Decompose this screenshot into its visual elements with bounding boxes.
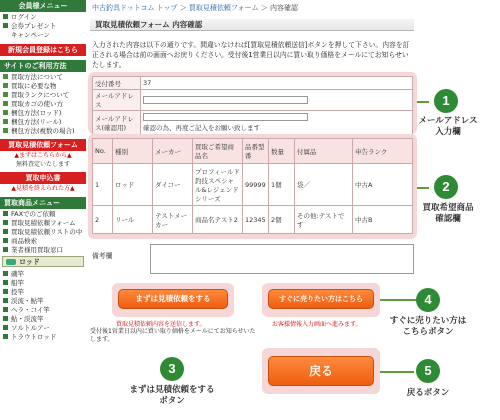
table-row bbox=[93, 164, 413, 206]
goods-table bbox=[92, 138, 413, 234]
table-header: 品番型番 bbox=[243, 139, 269, 164]
table-cell: 袋／ bbox=[295, 164, 353, 206]
sidebar-item-guide[interactable]: 梱包方法(複数の場合) bbox=[0, 126, 86, 135]
email-confirm-label: メールアドレス(確認用) bbox=[93, 111, 141, 135]
bullet-icon bbox=[3, 271, 8, 276]
bullet-icon bbox=[3, 280, 8, 285]
breadcrumb-current: 内容確認 bbox=[270, 4, 299, 12]
form-note: ▲まずはこちらから▲ bbox=[14, 152, 72, 159]
breadcrumb: 中古釣具ドットコム トップ ＞ 買取見積依頼フォーム ＞ 内容確認 bbox=[92, 4, 299, 12]
sidebar-item-guide[interactable]: 買取ランクについて bbox=[0, 90, 86, 99]
bullet-icon bbox=[3, 289, 8, 294]
send-note: 受付後1営業日以内に買い取り価格をメールにてお知らせいたします。 bbox=[90, 328, 256, 343]
table-header: 買取ご希望商品名 bbox=[193, 139, 243, 164]
bullet-icon bbox=[3, 334, 8, 339]
sidebar-item-category[interactable]: 渓流・鮎竿 bbox=[0, 296, 86, 305]
sidebar-item-category[interactable]: 鮎・渓流竿 bbox=[0, 314, 86, 323]
sidebar-item-category[interactable]: 投竿 bbox=[0, 287, 86, 296]
apply-note: ▲見積を終えられた方▲ bbox=[11, 185, 75, 192]
table-cell: 中古A bbox=[353, 164, 413, 206]
sidebar-item-goods[interactable]: 買取見積依頼フォーム bbox=[0, 218, 86, 227]
annotation-label-1: メールアドレス 入力欄 bbox=[418, 116, 478, 137]
send-note-red: 買取見積依頼内容を送信します。 bbox=[116, 321, 206, 328]
annotation-badge-2: 2 bbox=[434, 175, 458, 199]
table-header: 数量 bbox=[269, 139, 295, 164]
annotation-badge-3: 3 bbox=[160, 357, 184, 381]
customer-info-table bbox=[92, 76, 413, 135]
annotation-badge-4: 4 bbox=[416, 288, 440, 312]
email-confirm-field[interactable] bbox=[143, 113, 308, 121]
email-confirm-note: 確認の為、再度ご記入をお願い致します bbox=[143, 124, 260, 132]
sidebar-item-category[interactable]: 磯竿 bbox=[0, 269, 86, 278]
sidebar-item-category[interactable]: トラウトロッド bbox=[0, 332, 86, 341]
sell-note-red: お客様情報入力画面へ進みます。 bbox=[272, 321, 362, 328]
page-title: 買取見積依頼フォーム 内容確認 bbox=[90, 19, 414, 31]
bullet-icon bbox=[3, 307, 8, 312]
receipt-value: 37 bbox=[141, 77, 413, 90]
email-label: メールアドレス bbox=[93, 90, 141, 111]
bullet-icon bbox=[3, 128, 8, 133]
sidebar-item-category[interactable]: ヘラ・コイ竿 bbox=[0, 305, 86, 314]
table-cell: ロッド bbox=[113, 164, 153, 206]
sidebar-item-goods[interactable]: 業者様用買取窓口 bbox=[0, 245, 86, 254]
table-row bbox=[93, 206, 413, 234]
guide-title: サイトのご利用方法 bbox=[0, 60, 86, 72]
table-header: 申告ランク bbox=[353, 139, 413, 164]
remarks-textarea[interactable] bbox=[150, 244, 414, 274]
bullet-icon bbox=[3, 220, 8, 225]
sidebar-item-goods[interactable]: 商品検索 bbox=[0, 236, 86, 245]
sidebar bbox=[0, 0, 86, 420]
table-cell: テストメーカー bbox=[153, 206, 193, 234]
bullet-icon bbox=[3, 119, 8, 124]
remarks-label: 備考欄 bbox=[92, 252, 113, 260]
annotation-label-4: すぐに売りたい方は こちらボタン bbox=[389, 316, 467, 337]
bullet-icon bbox=[3, 229, 8, 234]
receipt-label: 受付番号 bbox=[93, 77, 141, 90]
bullet-icon bbox=[3, 298, 8, 303]
table-header: 付属品 bbox=[295, 139, 353, 164]
table-cell: 2個 bbox=[269, 206, 295, 234]
table-header: メーカー bbox=[153, 139, 193, 164]
back-button[interactable]: 戻る bbox=[268, 356, 374, 386]
annotation-arrow bbox=[380, 371, 414, 373]
table-header: No. bbox=[93, 139, 113, 164]
goods-menu-title: 買取商品メニュー bbox=[0, 197, 86, 209]
bullet-icon bbox=[3, 101, 8, 106]
table-cell: リール bbox=[113, 206, 153, 234]
sidebar-item-campaign[interactable]: キャンペーン bbox=[11, 31, 50, 39]
sidebar-item-guide[interactable]: 買取方法について bbox=[0, 72, 86, 81]
annotation-arrow bbox=[417, 101, 429, 103]
rod-category-button[interactable]: ロッド bbox=[2, 256, 84, 267]
annotation-label-3: まずは見積依頼をする ボタン bbox=[129, 385, 215, 406]
table-cell: プロフィールド釣技スペシャル&レジェンド シリーズ bbox=[193, 164, 243, 206]
table-cell: 1個 bbox=[269, 164, 295, 206]
main-content bbox=[88, 0, 500, 420]
annotation-arrow bbox=[380, 299, 420, 301]
bullet-icon bbox=[3, 110, 8, 115]
rod-icon bbox=[6, 259, 16, 265]
bullet-icon bbox=[3, 23, 8, 28]
breadcrumb-home-link[interactable]: 中古釣具ドットコム トップ bbox=[92, 4, 178, 12]
bullet-icon bbox=[3, 83, 8, 88]
sidebar-item-guide[interactable]: 梱包方法(ロッド) bbox=[0, 108, 86, 117]
register-band[interactable]: 新規会員登録はこちら bbox=[0, 44, 86, 56]
sidebar-item-category[interactable]: ソルトルアー bbox=[0, 323, 86, 332]
bullet-icon bbox=[3, 238, 8, 243]
table-header: 種別 bbox=[113, 139, 153, 164]
annotation-badge-1: 1 bbox=[434, 89, 458, 113]
sidebar-item-present[interactable]: 会券プレゼント bbox=[0, 21, 86, 30]
member-menu-title: 会員様メニュー bbox=[0, 0, 86, 12]
table-cell: 中古B bbox=[353, 206, 413, 234]
sidebar-item-goods[interactable]: FAXでのご依頼 bbox=[0, 209, 86, 218]
sidebar-item-goods[interactable]: 買取見積依頼リストの中 bbox=[0, 227, 86, 236]
bullet-icon bbox=[3, 74, 8, 79]
annotation-badge-5: 5 bbox=[416, 359, 440, 383]
sidebar-item-guide[interactable]: 梱包方法(リール) bbox=[0, 117, 86, 126]
sidebar-item-category[interactable]: 船竿 bbox=[0, 278, 86, 287]
bullet-icon bbox=[3, 316, 8, 321]
table-cell: その他:テストです bbox=[295, 206, 353, 234]
bullet-icon bbox=[3, 211, 8, 216]
bullet-icon bbox=[3, 247, 8, 252]
email-field[interactable] bbox=[143, 96, 308, 104]
sell-now-button[interactable]: すぐに売りたい方はこちら bbox=[268, 289, 374, 309]
sidebar-item-guide[interactable]: 買取カゴの使い方 bbox=[0, 99, 86, 108]
annotation-label-2: 買取希望商品 確認欄 bbox=[422, 203, 474, 224]
bullet-icon bbox=[3, 92, 8, 97]
annotation-arrow bbox=[417, 187, 429, 189]
table-cell: 12345 bbox=[243, 206, 269, 234]
bullet-icon bbox=[3, 325, 8, 330]
table-cell: 99999 bbox=[243, 164, 269, 206]
sidebar-item-guide[interactable]: 買取に必要な物 bbox=[0, 81, 86, 90]
bullet-icon bbox=[3, 14, 8, 19]
annotation-label-5: 戻るボタン bbox=[406, 388, 450, 398]
form-note: 無料査定いたします bbox=[15, 161, 70, 168]
sidebar-item-login[interactable]: ログイン bbox=[0, 12, 86, 21]
table-cell: 2 bbox=[93, 206, 113, 234]
form-band[interactable]: 買取見積依頼フォーム bbox=[0, 139, 86, 151]
apply-band[interactable]: 買取申込書 bbox=[0, 172, 86, 184]
table-cell: ダイコー bbox=[153, 164, 193, 206]
table-cell: 商品名テスト2 bbox=[193, 206, 243, 234]
send-estimate-button[interactable]: まずは見積依頼をする bbox=[118, 289, 228, 309]
table-cell: 1 bbox=[93, 164, 113, 206]
breadcrumb-form-link[interactable]: 買取見積依頼フォーム bbox=[188, 4, 259, 12]
intro-text: 入力された内容は以下の通りです。間違いなければ[買取見積依頼送信]ボタンを押して下さい。内容を訂正される場合は前の画面へお戻りください。受付後1営業日以内に買い取り価格をメールにてお知らせいたします。 bbox=[92, 41, 410, 69]
